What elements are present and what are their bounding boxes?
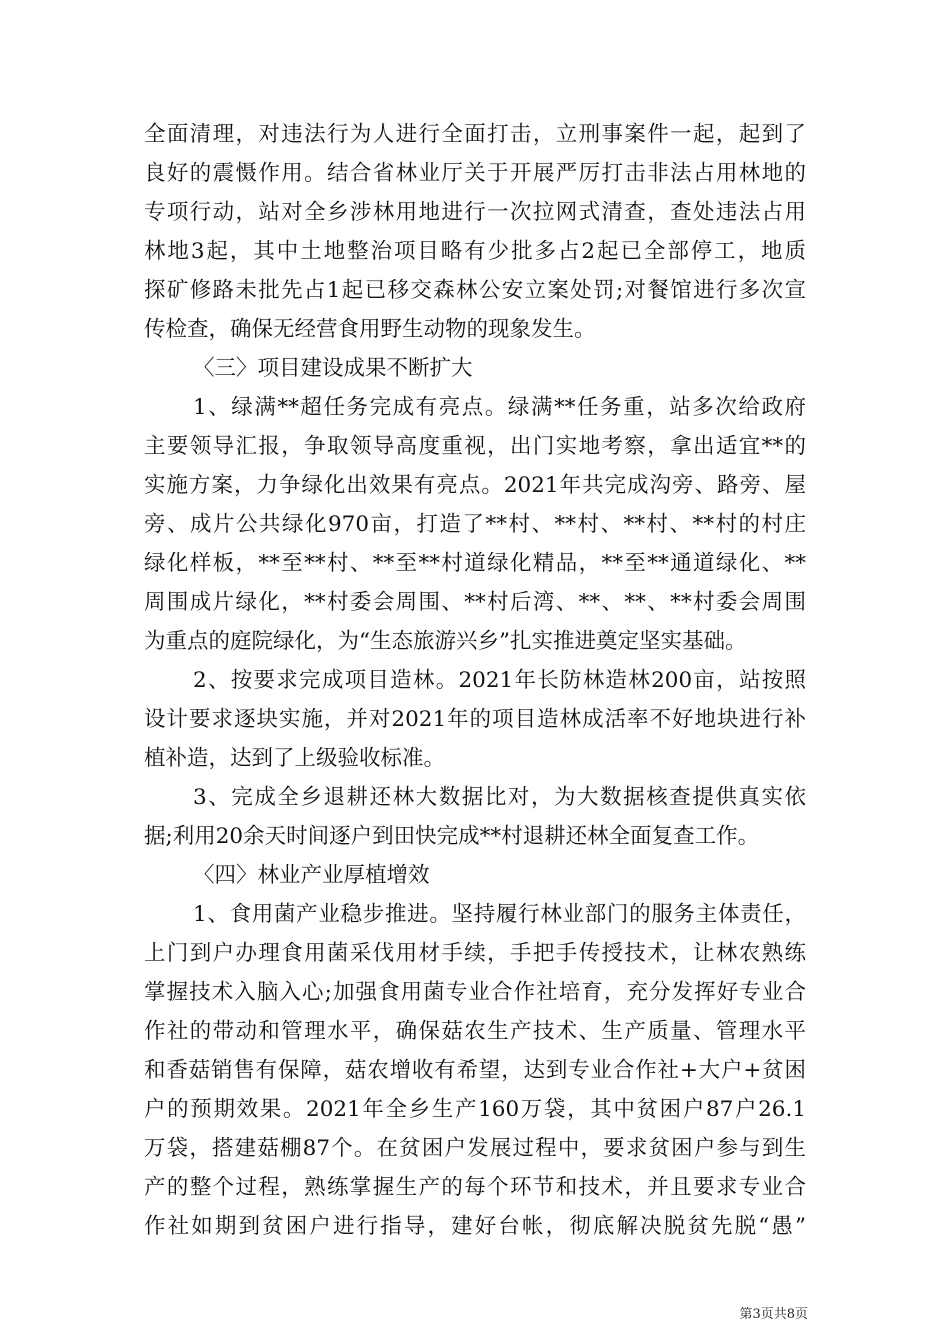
paragraph-line: 植补造，达到了上级验收标准。 [144,746,446,771]
paragraph-line: 万袋，搭建菇棚87个。在贫困户发展过程中，要求贫困户参与到生 [144,1136,806,1161]
section-heading: 〈三〉项目建设成果不断扩大 [193,356,473,381]
paragraph-line: 户的预期效果。2021年全乡生产160万袋，其中贫困户87户26.1 [144,1097,806,1122]
paragraph-line: 1、绿满**超任务完成有亮点。绿满**任务重，站多次给政府 [193,395,806,420]
paragraph-line: 旁、成片公共绿化970亩，打造了**村、**村、**村、**村的村庄 [144,512,806,537]
paragraph-line: 上门到户办理食用菌采伐用材手续，手把手传授技术，让林农熟练 [144,941,806,966]
page-number: 第3页共8页 [739,1307,808,1322]
paragraph-line: 据;利用20余天时间逐户到田快完成**村退耕还林全面复查工作。 [144,824,760,849]
paragraph-line: 作社的带动和管理水平，确保菇农生产技术、生产质量、管理水平 [144,1019,806,1044]
paragraph-line: 传检查，确保无经营食用野生动物的现象发生。 [144,317,596,342]
paragraph-line: 绿化样板，**至**村、**至**村道绿化精品，**至**通道绿化、** [144,551,806,576]
paragraph-line: 掌握技术入脑入心;加强食用菌专业合作社培育，充分发挥好专业合 [144,980,806,1005]
paragraph-line: 实施方案，力争绿化出效果有亮点。2021年共完成沟旁、路旁、屋 [144,473,806,498]
paragraph-line: 为重点的庭院绿化，为“生态旅游兴乡”扎实推进奠定坚实基础。 [144,629,747,654]
section-heading: 〈四〉林业产业厚植增效 [193,863,430,888]
paragraph-line: 探矿修路未批先占1起已移交森林公安立案处罚;对餐馆进行多次宣 [144,278,806,303]
paragraph-line: 全面清理，对违法行为人进行全面打击，立刑事案件一起，起到了 [144,122,806,147]
paragraph-line: 3、完成全乡退耕还林大数据比对，为大数据核查提供真实依 [193,785,806,810]
paragraph-line: 1、食用菌产业稳步推进。坚持履行林业部门的服务主体责任， [193,902,806,927]
paragraph-line: 周围成片绿化，**村委会周围、**村后湾、**、**、**村委会周围 [144,590,806,615]
paragraph-line: 主要领导汇报，争取领导高度重视，出门实地考察，拿出适宜**的 [144,434,806,459]
paragraph-line: 产的整个过程，熟练掌握生产的每个环节和技术，并且要求专业合 [144,1175,806,1200]
paragraph-line: 林地3起，其中土地整治项目略有少批多占2起已全部停工，地质 [144,239,806,264]
paragraph-line: 2、按要求完成项目造林。2021年长防林造林200亩，站按照 [193,668,806,693]
paragraph-line: 专项行动，站对全乡涉林用地进行一次拉网式清查，查处违法占用 [144,200,806,225]
paragraph-line: 设计要求逐块实施，并对2021年的项目造林成活率不好地块进行补 [144,707,806,732]
paragraph-line: 和香菇销售有保障，菇农增收有希望，达到专业合作社+大户+贫困 [144,1058,806,1083]
paragraph-line: 作社如期到贫困户进行指导，建好台帐，彻底解决脱贫先脱“愚” [144,1214,806,1239]
paragraph-line: 良好的震慑作用。结合省林业厅关于开展严厉打击非法占用林地的 [144,161,806,186]
